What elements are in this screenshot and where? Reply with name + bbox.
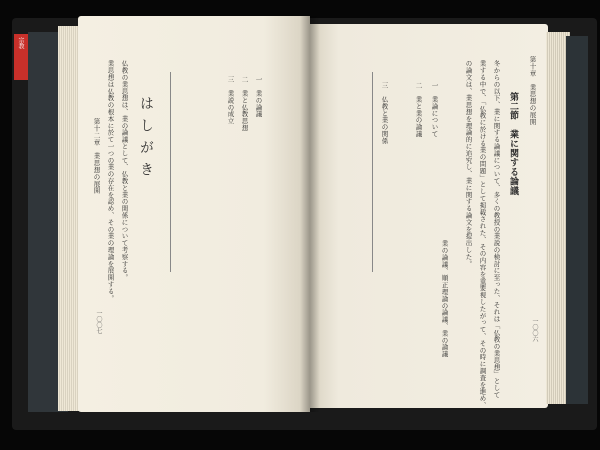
left-body-line-2: 業思想は仏教の根本に於て一つの業の存在を認め、その業の理論を展開する。 — [106, 60, 115, 302]
right-toc-item: 三 仏教と業の関係 — [380, 82, 389, 145]
right-body-line-1: 冬からの以下、業に関する論議について、多くの教授の業説の検討に至った、それは「仏教の業思想」として — [492, 60, 501, 399]
left-toc-item: 一 業の論議 — [254, 76, 263, 118]
column-divider — [372, 72, 373, 272]
left-body-line-1: 仏教の業思想は、業の論議として、仏教と業の関係について考察する。 — [120, 60, 129, 281]
right-body-line-2: 業する中で、「仏教に於ける業の問題」として掲載された、その内容を重要視したがって、その時に調査を進め、 — [478, 60, 487, 409]
right-page — [310, 24, 548, 408]
spine-label-text: 宗教 — [17, 37, 24, 49]
left-toc-item: 三 業説の成立 — [226, 76, 235, 125]
right-toc-item: 一 業論について — [430, 82, 439, 138]
right-toc-item: 二 業と業の論議 — [414, 82, 423, 138]
right-body-line-3: の論文は、業思想を理論的に追究し、業に関する論文を提出した。 — [464, 60, 473, 267]
column-divider — [170, 72, 171, 272]
spine-label — [14, 34, 28, 80]
right-running-head: 第十章 業思想の展開 — [528, 56, 537, 125]
left-running-head: 第十二章 業思想の展開 — [92, 118, 101, 194]
left-page-number: 一〇〇七 — [95, 310, 102, 334]
left-toc-item: 二 業と仏教思想 — [240, 76, 249, 132]
right-page-number: 一〇〇六 — [531, 318, 538, 342]
left-section-heading: はしがき — [138, 96, 154, 184]
book-cover-right — [566, 36, 588, 404]
right-body-line-4: 業の論議、順正理論の論議、業の論議 — [440, 240, 449, 358]
page-gutter — [300, 16, 320, 412]
right-section-heading: 第二節 業に関する論議 — [508, 92, 518, 196]
